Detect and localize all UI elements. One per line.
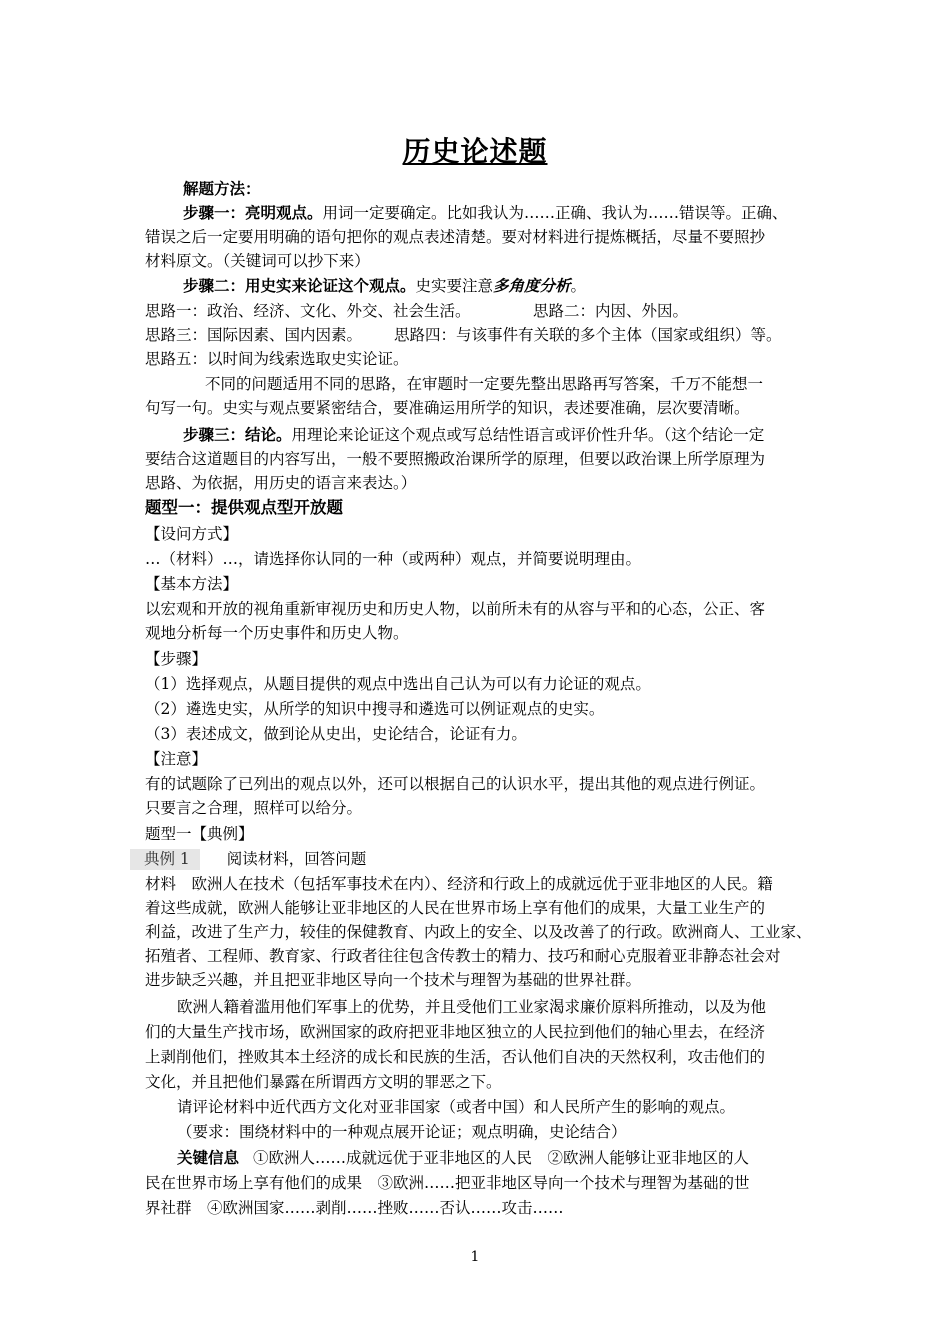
example-prompt: 阅读材料，回答问题 (226, 850, 367, 868)
idea-5: 思路五：以时间为线索选取史实论证。 (145, 350, 409, 368)
material-1-line-2: 着这些成就，欧洲人能够让亚非地区的人民在世界市场上享有他们的成果，大量工业生产的 (145, 899, 766, 917)
material-2-line-3: 上剥削他们，挫败其本土经济的成长和民族的生活，否认他们自决的天然权利，攻击他们的 (145, 1048, 766, 1066)
example-heading: 题型一【典例】 (145, 825, 254, 843)
material-1-line-4: 拓殖者、工程师、教育家、行政者往往包含传教士的精力、技巧和耐心克服着亚非静态社会对 (145, 947, 781, 965)
attention-line-1: 有的试题除了已列出的观点以外，还可以根据自己的认识水平，提出其他的观点进行例证。 (145, 775, 766, 793)
material-1-line-3: 利益，改进了生产力，较佳的保健教育、内政上的安全、以及改善了的行政。欧洲商人、工业家、 (145, 923, 812, 941)
ask-text: …（材料）…，请选择你认同的一种（或两种）观点，并简要说明理由。 (145, 550, 642, 568)
step1-line-3: 材料原文。（关键词可以抄下来） (145, 252, 370, 270)
step1-line-1 (183, 202, 788, 224)
step3-line-1 (183, 424, 764, 446)
basic-line-1: 以宏观和开放的视角重新审视历史和历史人物，以前所未有的从容与平和的心态，公正、客 (145, 600, 766, 618)
steps-item-3: （3）表述成文，做到论从史出，史论结合，论证有力。 (145, 725, 527, 743)
key-info-line-1 (177, 1147, 749, 1169)
page-title: 历史论述题 (402, 135, 548, 168)
idea-4: 思路四：与该事件有关联的多个主体（国家或组织）等。 (394, 326, 782, 344)
type1-heading: 题型一：提供观点型开放题 (145, 498, 343, 517)
basic-heading: 【基本方法】 (145, 575, 239, 593)
idea-1: 思路一：政治、经济、文化、外交、社会生活。 (145, 302, 471, 320)
key-info-title: 关键信息 (177, 1148, 240, 1167)
ask-heading: 【设问方式】 (145, 525, 239, 543)
step1-title: 步骤一：亮明观点。 (183, 203, 323, 222)
step2-line (183, 275, 586, 297)
key-info-line-3: 界社群 ④欧洲国家……剥削……挫败……否认……攻击…… (145, 1199, 564, 1217)
step3-line-3: 思路、为依据，用历史的语言来表达。） (145, 474, 417, 492)
material-2-line-1: 欧洲人籍着滥用他们军事上的优势，并且受他们工业家渴求廉价原料所推动，以及为他 (177, 998, 767, 1016)
question: 请评论材料中近代西方文化对亚非国家（或者中国）和人民所产生的影响的观点。 (177, 1098, 736, 1116)
step2-text: 史实要注意 (415, 277, 494, 295)
material-2-line-4: 文化，并且把他们暴露在所谓西方文明的罪恶之下。 (145, 1073, 502, 1091)
note-line-2: 句写一句。史实与观点要紧密结合，要准确运用所学的知识，表述要准确，层次要清晰。 (145, 399, 750, 417)
step3-title: 步骤三：结论。 (183, 425, 292, 444)
step3-line-2: 要结合这道题目的内容写出，一般不要照搬政治课所学的原理，但要以政治课上所学原理为 (145, 450, 766, 468)
requirement: （要求：围绕材料中的一种观点展开论证；观点明确，史论结合） (177, 1123, 627, 1141)
material-1-line-1: 材料 欧洲人在技术（包括军事技术在内）、经济和行政上的成就远优于亚非地区的人民。籍 (145, 875, 773, 893)
attention-heading: 【注意】 (145, 750, 208, 768)
steps-item-2: （2）遴选史实，从所学的知识中搜寻和遴选可以例证观点的史实。 (145, 700, 605, 718)
material-2-line-2: 们的大量生产找市场，欧洲国家的政府把亚非地区独立的人民拉到他们的轴心里去，在经济 (145, 1023, 766, 1041)
idea-3: 思路三：国际因素、国内因素。 (145, 326, 363, 344)
key-info-line-2: 民在世界市场上享有他们的成果 ③欧洲……把亚非地区导向一个技术与理智为基础的世 (145, 1174, 750, 1192)
method-heading: 解题方法： (183, 179, 261, 198)
step1-line-2: 错误之后一定要用明确的语句把你的观点表述清楚。要对材料进行提炼概括，尽量不要照抄 (145, 228, 766, 246)
step3-text: 用理论来论证这个观点或写总结性语言或评价性升华。（这个结论一定 (291, 426, 765, 444)
example-line (145, 848, 366, 870)
basic-line-2: 观地分析每一个历史事件和历史人物。 (145, 624, 409, 642)
key-info-text: ①欧洲人……成就远优于亚非地区的人民 ②欧洲人能够让亚非地区的人 (253, 1149, 750, 1167)
page-number: 1 (470, 1249, 480, 1265)
idea-2: 思路二：内因、外因。 (533, 302, 689, 320)
step2-emphasis: 多角度分析 (493, 276, 571, 295)
step2-title: 步骤二：用史实来论证这个观点。 (183, 276, 416, 295)
material-1-line-5: 进步缺乏兴趣，并且把亚非地区导向一个技术与理智为基础的世界社群。 (145, 971, 642, 989)
example-tag: 典例 1 (130, 849, 200, 870)
step1-text: 用词一定要确定。比如我认为……正确、我认为……错误等。正确、 (322, 204, 788, 222)
note-line-1: 不同的问题适用不同的思路，在审题时一定要先整出思路再写答案，千万不能想一 (205, 375, 764, 393)
steps-heading: 【步骤】 (145, 650, 208, 668)
step2-end: 。 (570, 277, 587, 295)
steps-item-1: （1）选择观点，从题目提供的观点中选出自己认为可以有力论证的观点。 (145, 675, 651, 693)
attention-line-2: 只要言之合理，照样可以给分。 (145, 799, 363, 817)
